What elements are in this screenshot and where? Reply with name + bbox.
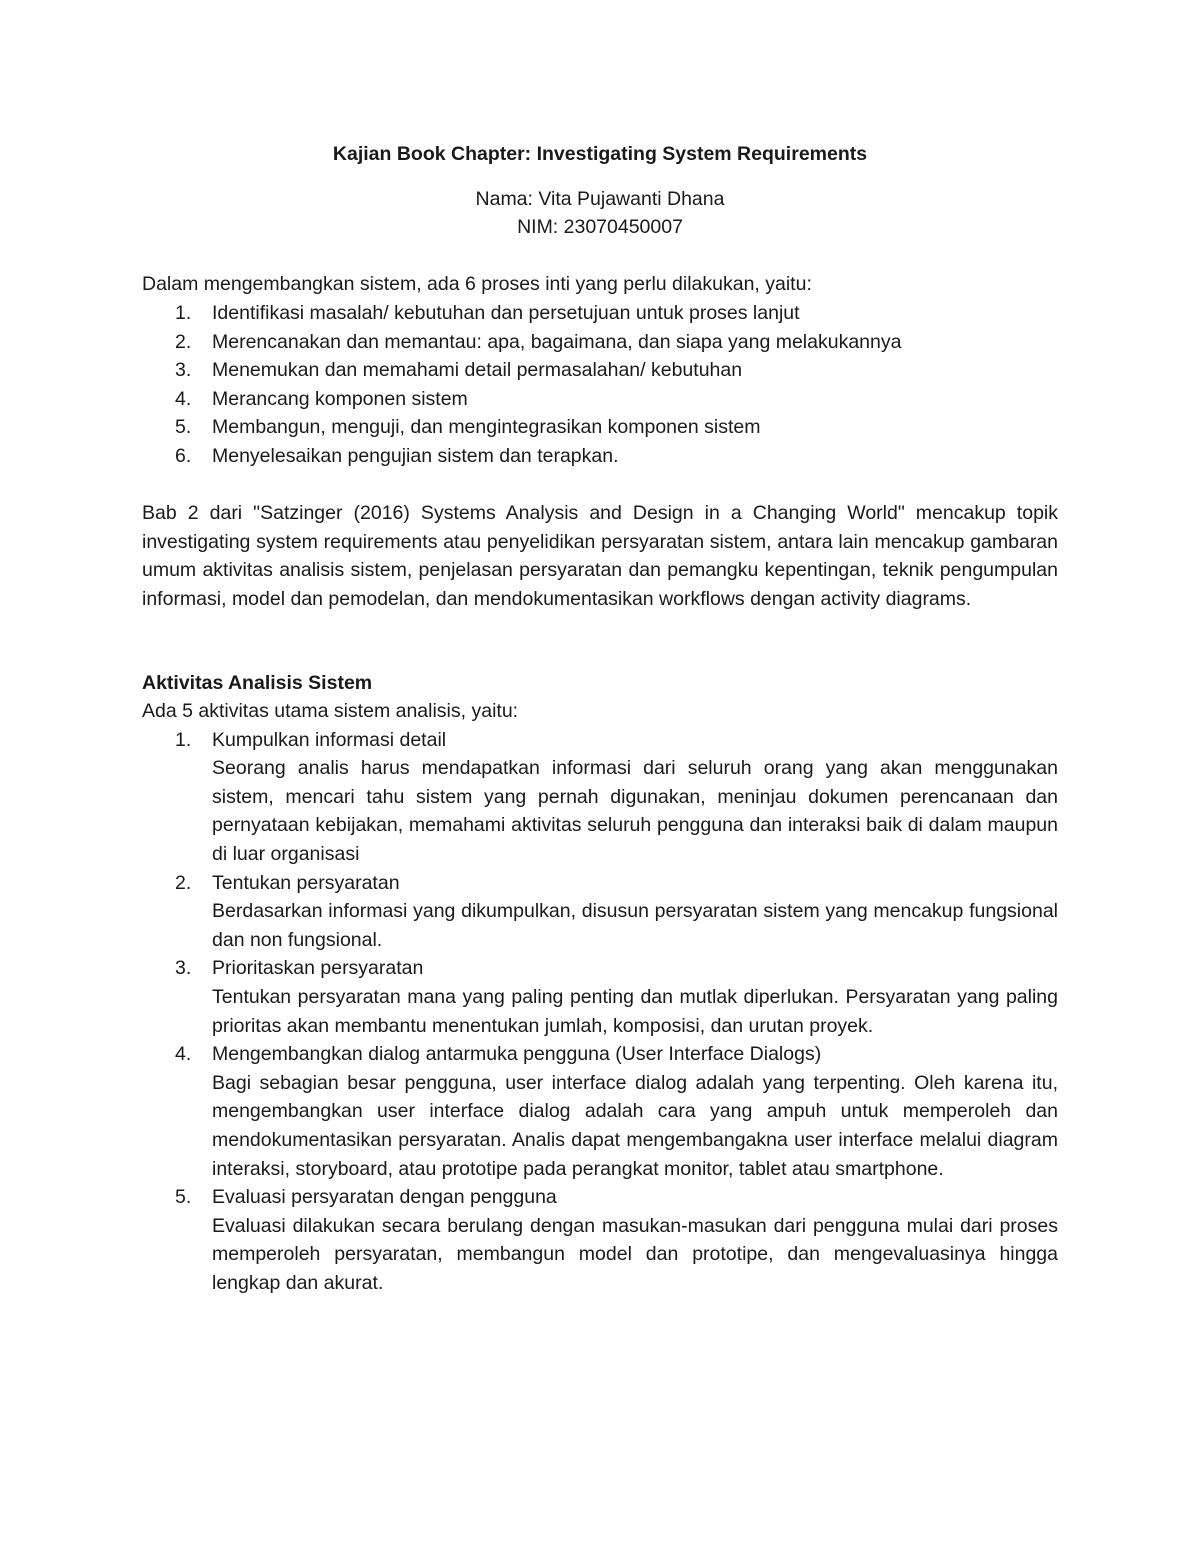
list-text: Merencanakan dan memantau: apa, bagaimana, dan siapa yang melakukannya [212,330,902,353]
list-item [142,954,1058,1040]
intro-text: Dalam mengembangkan sistem, ada 6 proses inti yang perlu dilakukan, yaitu: [142,273,812,296]
list-item [142,328,1058,357]
activity-description: Seorang analis harus mendapatkan informasi dari seluruh orang yang akan menggunakan sistem, mencari tahu sistem yang pernah digunakan, meninjau dokumen perencanaan dan pernyataan kebijakan, memahami aktivitas seluruh pengguna dan interaksi baik di dalam maupun di luar organisasi [212,757,1058,866]
activity-title: Prioritaskan persyaratan [212,957,424,980]
activity-title: Tentukan persyaratan [212,871,400,894]
activity-description: Berdasarkan informasi yang dikumpulkan, disusun persyaratan sistem yang mencakup fungsional dan non fungsional. [212,900,1058,951]
author-nim: NIM: 23070450007 [517,216,683,239]
list-item [142,1040,1058,1183]
list-item [142,442,1058,471]
list-number: 4. [175,387,192,410]
list-item [142,1183,1058,1297]
activity-description: Evaluasi dilakukan secara berulang dengan masukan-masukan dari pengguna mulai dari proses memperoleh persyaratan, membangun model dan prototipe, dan mengevaluasinya hingga lengkap dan akurat. [212,1214,1058,1294]
list-item [142,356,1058,385]
list-number: 5. [175,1186,192,1209]
list-number: 4. [175,1043,192,1066]
list-number: 3. [175,957,192,980]
list-item [142,869,1058,955]
list-number: 2. [175,871,192,894]
list-text: Identifikasi masalah/ kebutuhan dan persetujuan untuk proses lanjut [212,301,800,324]
activity-title: Kumpulkan informasi detail [212,728,447,751]
author-name: Nama: Vita Pujawanti Dhana [475,187,725,210]
list-number: 6. [175,444,192,467]
list-number: 5. [175,416,192,439]
section-heading: Aktivitas Analisis Sistem [142,671,373,694]
summary-paragraph: Bab 2 dari "Satzinger (2016) Systems Analysis and Design in a Changing World" mencakup topik investigating system requirements atau penyelidikan persyaratan sistem, antara lain mencakup gambaran umum aktivitas analisis sistem, penjelasan persyaratan dan pemangku kepentingan, teknik pengumpulan informasi, model dan pemodelan, dan mendokumentasikan workflows dengan activity diagrams. [142,502,1058,610]
list-text: Menyelesaikan pengujian sistem dan terapkan. [212,444,619,467]
list-number: 3. [175,359,192,382]
list-text: Menemukan dan memahami detail permasalahan/ kebutuhan [212,359,743,382]
list-number: 1. [175,301,192,324]
activity-list [142,726,1058,1298]
activity-description: Tentukan persyaratan mana yang paling penting dan mutlak diperlukan. Persyaratan yang paling prioritas akan membantu menentukan jumlah, komposisi, dan urutan proyek. [212,986,1058,1037]
list-item [142,413,1058,442]
list-text: Membangun, menguji, dan mengintegrasikan komponen sistem [212,416,761,439]
process-list [142,299,1058,471]
activity-description: Bagi sebagian besar pengguna, user interface dialog adalah yang terpenting. Oleh karena itu, mengembangkan user interface dialog adalah cara yang ampuh untuk memperoleh dan mendokumentasikan persyaratan. Analis dapat mengembangakna user interface melalui diagram interaksi, storyboard, atau prototipe pada perangkat monitor, tablet atau smartphone. [212,1071,1058,1180]
activity-title: Mengembangkan dialog antarmuka pengguna (User Interface Dialogs) [212,1043,822,1066]
list-item [142,299,1058,328]
list-text: Merancang komponen sistem [212,387,468,410]
list-number: 1. [175,728,192,751]
list-item [142,726,1058,869]
activity-title: Evaluasi persyaratan dengan pengguna [212,1186,557,1209]
document-title: Kajian Book Chapter: Investigating System Requirements [332,143,868,165]
document-page [142,140,1058,1298]
section-intro: Ada 5 aktivitas utama sistem analisis, yaitu: [142,700,519,723]
list-number: 2. [175,330,192,353]
list-item [142,385,1058,414]
